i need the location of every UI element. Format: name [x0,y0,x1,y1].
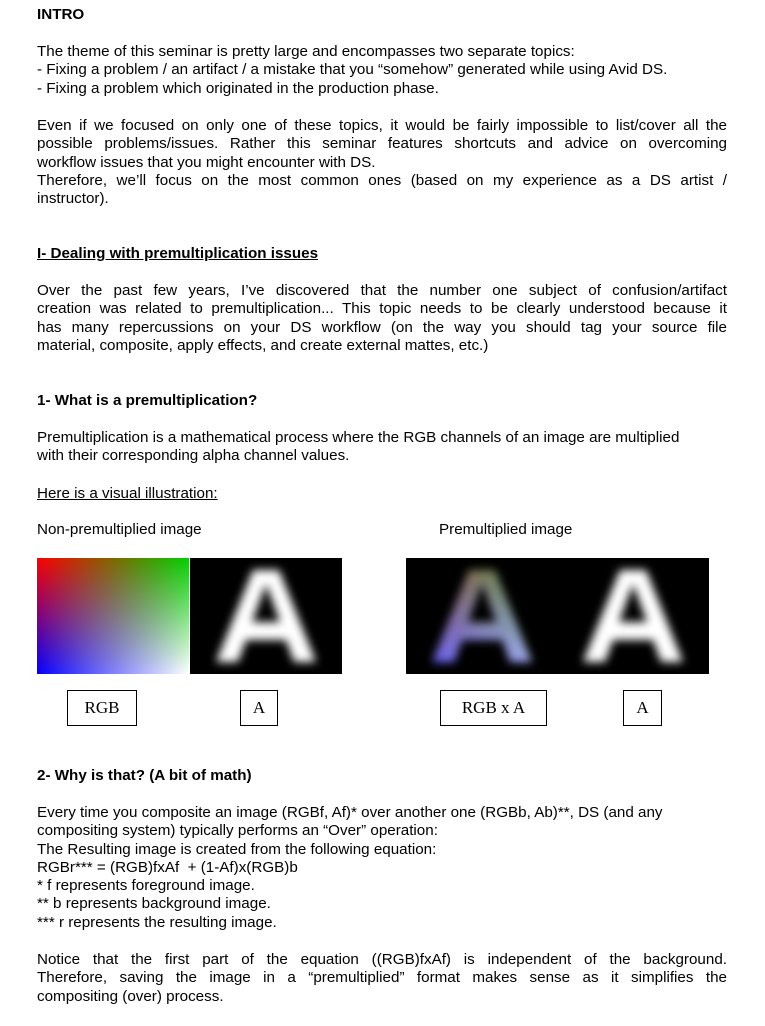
non-premultiplied-alpha-image [190,558,342,674]
text-line: ** b represents background image. [37,895,271,913]
label-premultiplied-alpha: A [623,690,662,726]
text-line: *** r represents the resulting image. [37,913,277,931]
text-line: with their corresponding alpha channel values. [37,447,350,465]
premultiplied-alpha-image [557,558,709,674]
text-line: creation was related to premultiplication... This topic needs to be clearly understood because it [37,300,727,318]
text-line: Even if we focused on only one of these topics, it would be fairly impossible to list/cover all the [37,117,727,134]
premultiplied-rgb-image [406,558,558,674]
label-rgb-x-a: RGB x A [440,690,547,726]
section-1-heading: I- Dealing with premultiplication issues [37,245,319,262]
text-line: workflow issues that you might encounter with DS. [37,153,376,171]
text-line: instructor). [37,190,109,208]
text-line: * f represents foreground image. [37,877,255,895]
illustration-label: Here is a visual illustration: [37,485,218,502]
text-line: Premultiplication is a mathematical process where the RGB channels of an image are multiplied [37,429,680,446]
text-line: - Fixing a problem which originated in the production phase. [37,79,439,97]
subsection-2-heading: 2- Why is that? (A bit of math) [37,767,252,784]
text-line: Over the past few years, I’ve discovered that the number one subject of confusion/artifact [37,282,727,299]
text-line: Therefore, saving the image in a “premultiplied” format makes sense as it simplifies the [37,969,727,987]
text-line: compositing (over) process. [37,987,224,1005]
text-line: Therefore, we’ll focus on the most common ones (based on my experience as a DS artist / [37,171,727,189]
text-line: has many repercussions on your DS workflow (on the way you should tag your source file [37,318,727,336]
text-line: material, composite, apply effects, and create external mattes, etc.) [37,336,489,354]
text-line: possible problems/issues. Rather this seminar features shortcuts and advice on overcoming [37,135,727,153]
text-line: compositing system) typically performs an “Over” operation: [37,822,438,840]
label-alpha: A [240,690,278,726]
text-line: Notice that the first part of the equation ((RGB)fxAf) is independent of the background. [37,951,727,968]
text-line: - Fixing a problem / an artifact / a mistake that you “somehow” generated while using Avid DS. [37,61,668,79]
subsection-1-heading: 1- What is a premultiplication? [37,392,258,409]
label-rgb: RGB [67,690,137,726]
text-line: The Resulting image is created from the following equation: [37,840,437,858]
text-line: Every time you composite an image (RGBf, Af)* over another one (RGBb, Ab)**, DS (and any [37,804,663,821]
intro-heading: INTRO [37,6,85,23]
text-line: The theme of this seminar is pretty large and encompasses two separate topics: [37,43,575,60]
premultiplied-caption: Premultiplied image [439,521,573,538]
non-premultiplied-rgb-image [37,558,189,674]
non-premultiplied-caption: Non-premultiplied image [37,521,202,538]
equation-line: RGBr*** = (RGB)fxAf + (1-Af)x(RGB)b [37,858,298,876]
